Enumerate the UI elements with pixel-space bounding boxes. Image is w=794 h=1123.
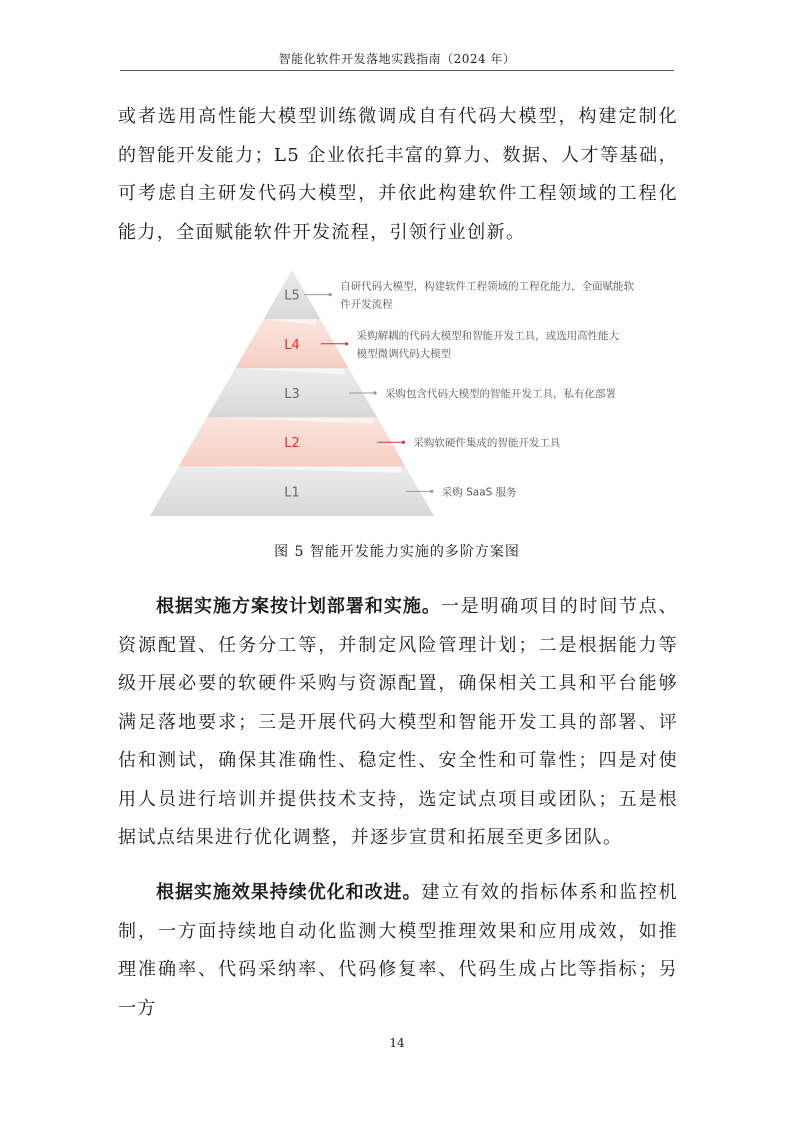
pyramid-connector-dot-l3 bbox=[373, 391, 376, 394]
pyramid-connector-dot-l4 bbox=[345, 342, 348, 345]
paragraph-deployment-heading: 根据实施方案按计划部署和实施。 bbox=[156, 596, 441, 617]
pyramid-level-label-l4: L4 bbox=[284, 337, 300, 353]
pyramid-level-label-l1: L1 bbox=[284, 485, 300, 501]
figure-caption: 图 5 智能开发能力实施的多阶方案图 bbox=[274, 544, 520, 560]
pyramid-description-l2: 采购软硬件集成的智能开发工具 bbox=[413, 437, 561, 450]
pyramid-description-l1: 采购 SaaS 服务 bbox=[441, 486, 517, 499]
pyramid-description-l5: 自研代码大模型，构建软件工程领域的工程化能力，全面赋能软 bbox=[340, 280, 635, 293]
pyramid-description-l3: 采购包含代码大模型的智能开发工具，私有化部署 bbox=[385, 388, 616, 400]
pyramid-connector-dot-l1 bbox=[430, 490, 433, 493]
pyramid-level-label-l2: L2 bbox=[284, 436, 300, 452]
pyramid-level-label-l3: L3 bbox=[284, 387, 300, 402]
paragraph-optimization-body: 建立有效的指标体系和监控机制，一方面持续地自动化监测大模型推理效果和应用成效，如推理准确率、代码采纳率、代码修复率、代码生成占比等指标；另一方 bbox=[118, 882, 679, 1019]
pyramid-diagram bbox=[0, 262, 794, 527]
pyramid-description-l4: 采购解耦的代码大模型和智能开发工具，或选用高性能大 bbox=[356, 329, 620, 342]
pyramid-level-label-l5: L5 bbox=[284, 288, 300, 304]
pyramid-description-l4: 模型微调代码大模型 bbox=[356, 347, 452, 360]
page-number: 14 bbox=[389, 1036, 405, 1050]
pyramid-figure bbox=[0, 262, 794, 527]
header-divider bbox=[120, 70, 674, 71]
paragraph-deployment bbox=[118, 588, 678, 858]
running-header: 智能化软件开发落地实践指南（2024 年） bbox=[278, 52, 516, 66]
pyramid-connector-dot-l2 bbox=[402, 441, 405, 444]
paragraph-optimization-heading: 根据实施效果持续优化和改进。 bbox=[156, 882, 422, 903]
paragraph-deployment-body: 一是明确项目的时间节点、资源配置、任务分工等，并制定风险管理计划；二是根据能力等级开展必要的软硬件采购与资源配置，确保相关工具和平台能够满足落地要求；三是开展代码大模型和智能开发工具的部署、评估和测试，确保其准确性、稳定性、安全性和可靠性；四是对使用人员进行培训并提供技术支持，选定试点项目或团队；五是根据试点结果进行优化调整，并逐步宣贯和拓展至更多团队。 bbox=[118, 596, 678, 848]
pyramid-connector-dot-l5 bbox=[329, 293, 332, 296]
pyramid-description-l5: 件开发流程 bbox=[340, 298, 393, 311]
paragraph-intro: 或者选用高性能大模型训练微调成自有代码大模型，构建定制化的智能开发能力；L5 企业依托丰富的算力、数据、人才等基础，可考虑自主研发代码大模型，并依此构建软件工程领域的工程化能力，全面赋能软件开发流程，引领行业创新。 bbox=[118, 106, 678, 243]
paragraph-optimization bbox=[118, 874, 678, 1028]
